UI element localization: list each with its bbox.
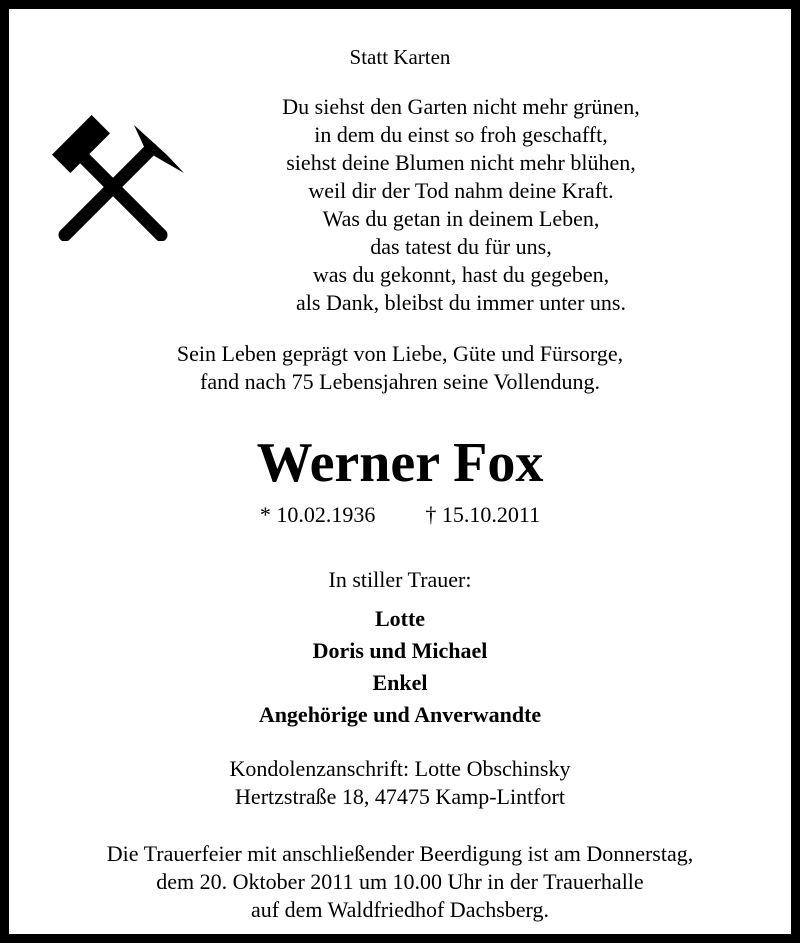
address-line: Kondolenzanschrift: Lotte Obschinsky [229,756,571,781]
service-line: dem 20. Oktober 2011 um 10.00 Uhr in der Trauerhalle [156,869,644,894]
poem-line: weil dir der Tod nahm deine Kraft. [308,178,614,203]
poem-line: was du gekonnt, hast du gegeben, [312,262,610,287]
mourner-name: Doris und Michael [312,638,488,663]
poem [70,93,800,317]
address-line: Hertzstraße 18, 47475 Kamp-Lintfort [235,784,565,809]
intro-line: fand nach 75 Lebensjahren seine Vollendung. [200,369,600,394]
deceased-name: Werner Fox [256,432,544,494]
intro-line: Sein Leben geprägt von Liebe, Güte und Fürsorge, [176,341,624,366]
death-date: † 15.10.2011 [425,502,541,527]
poem-line: Was du getan in deinem Leben, [322,206,600,231]
service-line: auf dem Waldfriedhof Dachsberg. [251,897,549,922]
mourner-name: Enkel [372,670,428,695]
birth-date: * 10.02.1936 [259,502,376,527]
mourning-label: In stiller Trauer: [328,567,472,592]
poem-line: in dem du einst so froh geschafft, [314,122,608,147]
mourner-name: Lotte [374,606,426,631]
poem-line: Du siehst den Garten nicht mehr grünen, [282,94,640,119]
poem-line: siehst deine Blumen nicht mehr blühen, [286,150,636,175]
header-text: Statt Karten [349,45,451,69]
service-line: Die Trauerfeier mit anschließender Beerdigung ist am Donnerstag, [106,841,694,866]
poem-line: als Dank, bleibst du immer unter uns. [296,290,626,315]
life-dates [9,501,791,529]
mourner-name: Angehörige und Anverwandte [258,702,542,727]
poem-line: das tatest du für uns, [370,234,552,259]
